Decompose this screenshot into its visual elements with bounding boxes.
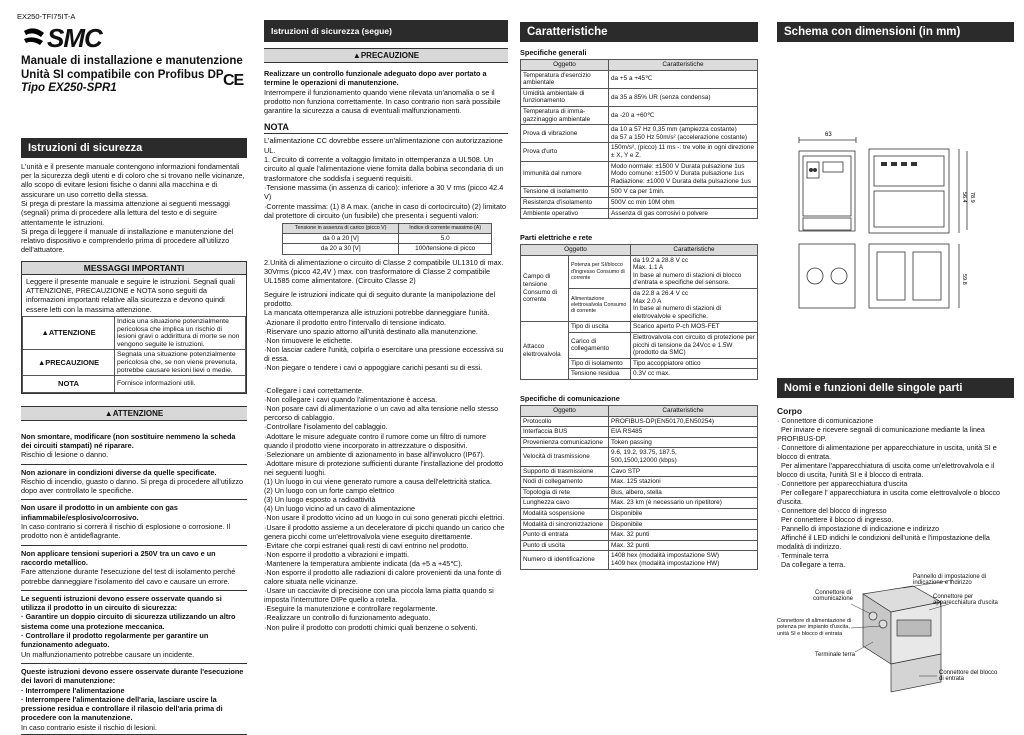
nota-title: NOTA [264, 122, 508, 134]
warning-bold: Queste istruzioni devono essere osservate durante l'esecuzione dei lavori di manutenzione: [21, 666, 244, 686]
warning-item [21, 429, 247, 460]
table-row [521, 448, 758, 466]
table-cell: Punto di entrata [521, 530, 609, 541]
table-cell: da -20 a +60℃ [609, 106, 758, 124]
list-item: ·Mantenere la temperatura ambiente indicata (da +5 a +45℃). [264, 558, 463, 568]
table-cell: Protocollo [521, 416, 609, 427]
fuse-header: Tensione in assenza di carico (picco V) [283, 224, 399, 233]
parts-header: Nomi e funzioni delle singole parti [777, 378, 1014, 398]
electrical-group: Campo di tensione Consumo di corrente [521, 255, 569, 322]
list-item: Per collegare l' apparecchiatura in uscita come elettrovalvole o blocco d'uscita. [777, 489, 1002, 506]
table-row [521, 70, 758, 88]
warning-text: Fare attenzione durante l'esecuzione del test di isolamento perché potrebbe danneggiare l'isolamento del cavo e causare un errore. [21, 567, 236, 586]
fuse-table [282, 223, 492, 255]
warning-text: Rischio di lesione o danno. [21, 450, 109, 460]
nota-p5: 2.Unità di alimentazione o circuito di Classe 2 compatibile UL1310 di max. 30Vrms (picco 42,4V ) max. con trasformatore di Classe 2 compatibile UL1585 come alimentatore. (Circuito Classe 2) [264, 257, 504, 286]
smc-logo-icon [21, 27, 47, 49]
electrical-header: Oggetto [521, 245, 631, 256]
page-title [21, 55, 247, 96]
table-header: Oggetto [521, 406, 609, 417]
signal-text: Segnala una situazione potenzialmente pericolosa che, se non viene prevenuta, potrebbe causare lesioni lievi o medie. [115, 350, 246, 376]
warning-text: In caso contrario esiste il rischio di lesioni. [21, 722, 157, 732]
caution-bold: Realizzare un controllo funzionale adeguato dopo aver portato a termine le operazioni di manutenzione. [264, 69, 487, 88]
table-row [521, 551, 758, 569]
important-title: MESSAGGI IMPORTANTI [22, 262, 246, 275]
table-cell: Umidità ambientale di funzionamento [521, 88, 609, 106]
warning-triangle-icon: ▲ [37, 357, 46, 367]
fuse-cell: 5.0 [399, 233, 492, 244]
table-row [521, 519, 758, 530]
table-row [521, 161, 758, 187]
warning-triangle-icon: ▲ [104, 408, 113, 418]
table-cell: Punto di uscita [521, 540, 609, 551]
electrical-cell: Scarico aperto P-ch MOS-FET [631, 322, 758, 333]
general-specs-title: Specifiche generali [520, 48, 587, 57]
list-item: (2) Un luogo con un forte campo elettrico [264, 486, 395, 496]
table-row [521, 88, 758, 106]
table-cell: 1408 hex (modalità impostazione SW) 1409 hex (modalità impostazione HW) [609, 551, 758, 569]
table-cell: Max. 32 punti [609, 540, 758, 551]
doc-code: EX250-TFI75IT-A [17, 12, 76, 21]
intro-p2: Si prega di prestare la massima attenzione ai seguenti messaggi (segnali) prima di procedere alla lettura del testo e di seguire attentamente le istruzioni. [21, 198, 230, 227]
list-item: ·Non posare cavi di alimentazione o un cavo ad alta tensione nello stesso percorso di cablaggio. [264, 404, 499, 423]
electrical-table [520, 244, 758, 380]
callout-output: Connettore per apparecchiatura d'uscita [933, 594, 998, 607]
column-2 [264, 20, 508, 632]
table-row [283, 233, 492, 244]
warning-text: Rischio di incendio, guasto o danno. Si prega di procedere all'utilizzo dopo aver controllato le specifiche. [21, 476, 244, 496]
table-cell: Temperatura di imma-gazzinaggio ambientale [521, 106, 609, 124]
table-header: Caratteristiche [609, 60, 758, 71]
specs-header: Caratteristiche [520, 22, 758, 42]
column-3 [520, 22, 758, 570]
electrical-group: Attacco elettrovalvola [521, 322, 569, 380]
table-cell: Token passing [609, 437, 758, 448]
warning-text: In caso contrario si correrà il rischio di esplosione o corrosione. Il prodotto non è antideflagrante. [21, 522, 231, 541]
table-cell: Lunghezza cavo [521, 498, 609, 509]
table-row [521, 106, 758, 124]
callout-power: Connettore di alimentazione di potenza per impianto d'uscita, unità SI e blocco di entrata [777, 618, 852, 637]
title-line-2: Unità SI compatibile con Profibus DP [21, 68, 224, 81]
warning-bold: Non applicare tensioni superiori a 250V tra un cavo e un raccordo metallico. [21, 548, 216, 567]
list-item: ·Evitare che corpi estranei quali resti di cavi entrino nel prodotto. [264, 540, 469, 550]
table-cell: da 10 a 57 Hz 0,35 mm (ampiezza costante) da 57 a 150 Hz 50m/s² (accelerazione costante) [609, 125, 758, 143]
warning-triangle-icon: ▲ [352, 51, 361, 60]
signals-table [22, 316, 246, 393]
table-row [521, 508, 758, 519]
list-item: ·Usare un cacciavite di precisione con una piccola lama piatta quando si imposta l'interruttore DIPe quello a rotella. [264, 586, 494, 605]
fuse-cell: da 0 a 20 [V] [283, 233, 399, 244]
intro-p3: Si prega di leggere il manuale di installazione e manutenzione del relativo dispositivo e comprenderlo prima di procedere all'utilizzo dell'attuatore. [21, 226, 234, 255]
table-cell: Modo normale: ±1500 V Durata pulsazione 1us Modo comune: ±1500 V Durata pulsazione 1us Radiazione: ±1000 V Durata della pulsazione 1us [609, 161, 758, 187]
table-row [521, 437, 758, 448]
nota-p2: 1. Circuito di corrente a voltaggio limitato in ottemperanza a UL508. Un circuito al quale l'alimentazione viene fornita dalla bobina secondaria di un trasformatore che soddisfa i seguenti requisiti. [264, 155, 504, 183]
table-row [521, 322, 758, 333]
dim-side-label-2: 78.9 [969, 192, 975, 203]
electrical-cell: Carico di collegamento [569, 333, 631, 359]
table-cell: Tensione di isolamento [521, 187, 609, 198]
warning-triangle-icon: ▲ [41, 328, 49, 338]
electrical-header: Caratteristiche [631, 245, 758, 256]
table-row [521, 187, 758, 198]
table-cell: Numero di identificazione [521, 551, 609, 569]
table-cell: Resistenza d'isolamento [521, 197, 609, 208]
list-item: ·Non pulire il prodotto con prodotti chimici quali benzene o solventi. [264, 622, 478, 632]
table-cell: Ambiente operativo [521, 208, 609, 219]
table-row [521, 498, 758, 509]
table-cell: 500 V ca per 1min. [609, 187, 758, 198]
warning-bar: ▲ATTENZIONE [21, 406, 247, 421]
electrical-cell: Tensione residua [569, 369, 631, 380]
table-cell: Max. 23 km (è necessario un ripetitore) [609, 498, 758, 509]
list-item: ·Riservare uno spazio attorno all'unità destinato alla manutenzione. [264, 326, 478, 336]
nota-p7: La mancata ottemperanza alle istruzioni potrebbe danneggiare l'unità. [264, 308, 490, 318]
signal-row [23, 350, 246, 376]
list-item: ·Eseguire la manutenzione e controllare regolarmente. [264, 604, 438, 614]
communication-table [520, 405, 758, 570]
table-row [521, 427, 758, 438]
important-box [21, 261, 247, 394]
warning-bold: Le seguenti istruzioni devono essere osservate quando si utilizza il prodotto in un circuito di sicurezza: [21, 593, 222, 613]
parts-list [777, 417, 1014, 570]
warning-bold: Non usare il prodotto in un ambiente con gas infiammabile/esplosivo/corrosivo. [21, 503, 178, 522]
installation-list [264, 386, 508, 632]
table-cell: Supporto di trasmissione [521, 466, 609, 477]
table-cell: Disponibile [609, 508, 758, 519]
warning-subitem: · Garantire un doppio circuito di sicurezza utilizzando un altro sistema come una protezione meccanica. [21, 612, 236, 631]
list-item: (3) Un luogo esposto a radioattività [264, 495, 376, 505]
electrical-cell: Tipo accoppiatore ottico [631, 358, 758, 369]
electrical-cell: 0.3V cc max. [631, 369, 758, 380]
electrical-cell: Potenza per SI/blocco d'ingresso Consumo di corrente [569, 255, 631, 288]
callout-input: Connettore del blocco di entrata [939, 670, 998, 683]
table-cell: Cavo STP [609, 466, 758, 477]
nota-p4: ·Corrente massima: (1) 8 A max. (anche in caso di cortocircuito) (2) limitato dal protettore di circuito (un fusibile) che presenta i seguenti valori: [264, 201, 507, 220]
dim-top-label: 63 [825, 132, 832, 138]
warning-item [21, 464, 247, 496]
safety-header: Istruzioni di sicurezza [21, 138, 247, 158]
table-cell: Modalità di sincronizzazione [521, 519, 609, 530]
column-4 [777, 22, 1014, 698]
warning-bold: Non azionare in condizioni diverse da quelle specificate. [21, 467, 217, 477]
list-item: · Connettore di comunicazione [777, 417, 874, 425]
table-cell: Disponibile [609, 519, 758, 530]
list-item: ·Azionare il prodotto entro l'intervallo di tensione indicato. [264, 317, 446, 327]
signal-row [23, 376, 246, 393]
table-row [521, 487, 758, 498]
table-cell: 150m/s², (picco) 11 ms -: tre volte in ogni direzione ± X, Y e Z. [609, 143, 758, 161]
title-line-1: Manuale di installazione e manutenzione [21, 55, 243, 68]
list-item: · Terminale terra [777, 552, 829, 560]
warning-subitem: · Controllare il prodotto regolarmente per garantire un funzionamento adeguato. [21, 631, 209, 650]
list-item: · Pannello di impostazione di indicazione e indirizzo [777, 525, 940, 533]
table-cell: Prova di vibrazione [521, 125, 609, 143]
callout-panel: Pannello di impostazione di indicazione e indirizzo [913, 574, 987, 587]
brand-name: SMC [47, 23, 102, 54]
table-row [521, 466, 758, 477]
warning-subitem: · Interrompere l'alimentazione [21, 685, 125, 695]
table-row [521, 416, 758, 427]
safety-intro [21, 162, 247, 255]
list-item: ·Collegare i cavi correttamente. [264, 386, 364, 396]
table-cell: Nodi di collegamento [521, 477, 609, 488]
list-item: ·Usare il prodotto assieme a un deceleratore di picchi quando un carico che genera picchi come un'elettrovalvola viene eseguito direttamente. [264, 522, 505, 541]
list-item: ·Non rimuovere le etichette. [264, 335, 353, 345]
table-row [521, 208, 758, 219]
list-item: ·Non piegare o tendere i cavi o appoggiare carichi pesanti su di essi. [264, 363, 483, 372]
list-item: · Connettore per apparecchiatura d'uscita [777, 480, 908, 488]
table-row [521, 255, 758, 288]
table-cell: 500V cc min 10M ohm [609, 197, 758, 208]
table-cell: Max. 125 stazioni [609, 477, 758, 488]
ce-mark: CE [223, 72, 244, 89]
nota-p1: L'alimentazione CC dovrebbe essere un'alimentazione con autorizzazione UL. [264, 136, 503, 155]
table-cell: EIA RS485 [609, 427, 758, 438]
list-item: ·Non esporre il prodotto a vibrazioni e impatti. [264, 549, 410, 559]
list-item: ·Adottare le misure adeguate contro il rumore come un filtro di rumore quando il prodotto viene incorporato in attrezzature o dispositivi. [264, 431, 487, 450]
caution-bar: ▲PRECAUZIONE [264, 48, 508, 63]
signal-label: ▲PRECAUZIONE [23, 350, 115, 376]
list-item: ·Non lasciar cadere l'unità, colpirla o esercitare una pressione eccessiva su di essa. [264, 344, 504, 363]
warning-item [21, 590, 247, 659]
warnings-list [21, 429, 247, 735]
table-row [521, 125, 758, 143]
fuse-cell: da 20 a 30 [V] [283, 244, 399, 255]
table-header: Caratteristiche [609, 406, 758, 417]
safety-continued-header: Istruzioni di sicurezza (segue) [264, 20, 508, 42]
table-cell: Topologia di rete [521, 487, 609, 498]
list-item: Da collegare a terra. [777, 561, 846, 569]
electrical-cell: Elettrovalvola con circuito di protezione per picchi di tensione da 24Vcc e 1.5W (prodotto da SMC) [631, 333, 758, 359]
signal-text: Indica una situazione potenzialmente pericolosa che implica un rischio di lesioni gravi o addirittura di morte se non vengono seguite le istruzioni. [115, 316, 246, 349]
table-header: Oggetto [521, 60, 609, 71]
callout-earth: Terminale terra [815, 652, 856, 658]
list-item: Per inviare e ricevere segnali di comunicazione mediante la linea PROFIBUS-DP. [777, 426, 987, 443]
dim-side-label-3: 59.8 [961, 274, 967, 285]
table-cell: Bus, albero, stella [609, 487, 758, 498]
list-item: · Connettore di alimentazione per apparecchiature in uscita, unità SI e blocco di entrata. [777, 444, 999, 461]
signal-text: Fornisce informazioni utili. [115, 376, 246, 393]
list-item: ·Selezionare un ambiente di azionamento in base all'involucro (IP67). [264, 449, 485, 459]
dim-side-label-1: 56.4 [961, 192, 967, 203]
fuse-cell: 100/tensione di picco [399, 244, 492, 255]
warning-text: Un malfunzionamento potrebbe causare un incidente. [21, 649, 195, 659]
electrical-cell: da 19.2 a 28.8 V cc Max. 1.1 A In base al numero di stazioni di blocco d'entrata e specifiche del sensore. [631, 255, 758, 288]
list-item: Affinché il LED indichi le condizioni dell'unità e l'impostazione della modalità di indirizzo. [777, 534, 992, 551]
warning-item [21, 663, 247, 735]
corpo-title: Corpo [777, 406, 803, 416]
warning-bold: Non smontare, modificare (non sostituire nemmeno la scheda dei circuiti stampati) né riparare. [21, 431, 236, 450]
signal-label: ▲ATTENZIONE [23, 316, 115, 349]
callout-comm: Connettore di comunicazione [812, 590, 854, 603]
fuse-header: Indice di corrente massimo (A) [399, 224, 492, 233]
table-row [521, 530, 758, 541]
table-row [521, 477, 758, 488]
table-cell: da 35 a 85% UR (senza condensa) [609, 88, 758, 106]
nota-p6: Seguire le istruzioni indicate qui di seguito durante la manipolazione del prodotto. [264, 289, 496, 308]
electrical-cell: Tipo di isolamento [569, 358, 631, 369]
electrical-cell: Tipo di uscita [569, 322, 631, 333]
warning-item [21, 499, 247, 540]
dimension-drawing [777, 46, 1014, 314]
signal-row [23, 316, 246, 349]
nota-p3: ·Tensione massima (in assenza di carico): inferiore a 30 V rms (picco 42.4 V) [264, 182, 504, 202]
table-row [521, 540, 758, 551]
list-item: ·Controllare l'isolamento del cablaggio. [264, 422, 388, 432]
table-cell: Prova d'urto [521, 143, 609, 161]
table-cell: da +5 a +45℃ [609, 70, 758, 88]
list-item: · Connettore del blocco di ingresso [777, 507, 887, 515]
table-cell: Provenienza comunicazione [521, 437, 609, 448]
table-cell: Immunità dal rumore [521, 161, 609, 187]
table-row [283, 244, 492, 255]
table-row [521, 143, 758, 161]
warning-subitem: · Interrompere l'alimentazione dell'aria, lasciare uscire la pressione residua e controllare il rilascio dell'aria prima di procedere con la manutenzione. [21, 694, 223, 723]
table-cell: Interfaccia BUS [521, 427, 609, 438]
title-line-3: Tipo EX250-SPR1 [21, 82, 117, 95]
warning-item [21, 545, 247, 586]
list-item: Per alimentare l'apparecchiatura di uscita come un'elettrovalvola e il blocco di uscita, l'unità SI e il blocco di entrata. [777, 462, 997, 479]
important-text: Leggere il presente manuale e seguire le istruzioni. Segnali quali ATTENZIONE, PRECAUZIONE e NOTA sono seguiti da informazioni importanti relative alla sicurezza e devono quindi essere letti con la massima attenzione. [26, 276, 235, 314]
intro-p1: L'unità e il presente manuale contengono informazioni fondamentali per la sicurezza degli utenti e di coloro che si trovano nelle vicinanze, allo scopo di evitare lesioni fisiche o danni alla macchina e di assicurare un uso corretto della stessa. [21, 161, 245, 199]
list-item: ·Non collegare i cavi quando l'alimentazione è accesa. [264, 395, 438, 405]
signal-label: NOTA [23, 376, 115, 393]
table-cell: Assenza di gas corrosivi o polvere [609, 208, 758, 219]
caution-text: Interrompere il funzionamento quando viene rilevata un'anomalia o se il prodotto non funziona correttamente. In caso contrario non sarà possibile garantire la sicurezza a causa di eventuali malfunzionamenti. [264, 87, 501, 116]
list-item: (4) Un luogo vicino ad un cavo di alimentazione [264, 504, 416, 514]
electrical-cell: da 22.8 a 26.4 V cc Max 2.0 A In base al numero di stazioni di elettrovalvole e specifiche. [631, 289, 758, 322]
list-item: (1) Un luogo in cui viene generato rumore a causa dell'elettricità statica. [264, 477, 492, 487]
device-illustration [777, 574, 1014, 698]
table-cell: Velocità di trasmissione [521, 448, 609, 466]
table-row [521, 197, 758, 208]
smc-logo [21, 23, 247, 54]
table-cell: Temperatura d'esercizio ambientale [521, 70, 609, 88]
dimensions-header: Schema con dimensioni (in mm) [777, 22, 1014, 42]
list-item: ·Non esporre il prodotto alle radiazioni di calore provenienti da una fonte di calore situata nelle vicinanze. [264, 567, 502, 587]
table-cell: Modalità sospensione [521, 508, 609, 519]
list-item: ·Realizzare un controllo di funzionamento adeguato. [264, 613, 431, 623]
list-item: ·Adottare misure di protezione sufficienti durante l'installazione del prodotto nei seguenti luoghi. [264, 458, 503, 477]
table-cell: Max. 32 punti [609, 530, 758, 541]
communication-title: Specifiche di comunicazione [520, 394, 620, 403]
column-1 [17, 12, 247, 735]
list-item: Per connettere il blocco di ingresso. [777, 516, 894, 524]
table-cell: PROFIBUS-DP(EN50170,EN50254) [609, 416, 758, 427]
handling-list [264, 318, 508, 373]
electrical-cell: Alimentazione elettrovalvola Consumo di corrente [569, 289, 631, 322]
electrical-title: Parti elettriche e rete [520, 233, 593, 243]
general-specs-table [520, 59, 758, 219]
table-cell: 9.6, 19.2, 93.75, 187.5, 500,1500,12000 (kbps) [609, 448, 758, 466]
list-item: ·Non usare il prodotto vicino ad un luogo in cui sono generati picchi elettrici. [264, 513, 505, 523]
